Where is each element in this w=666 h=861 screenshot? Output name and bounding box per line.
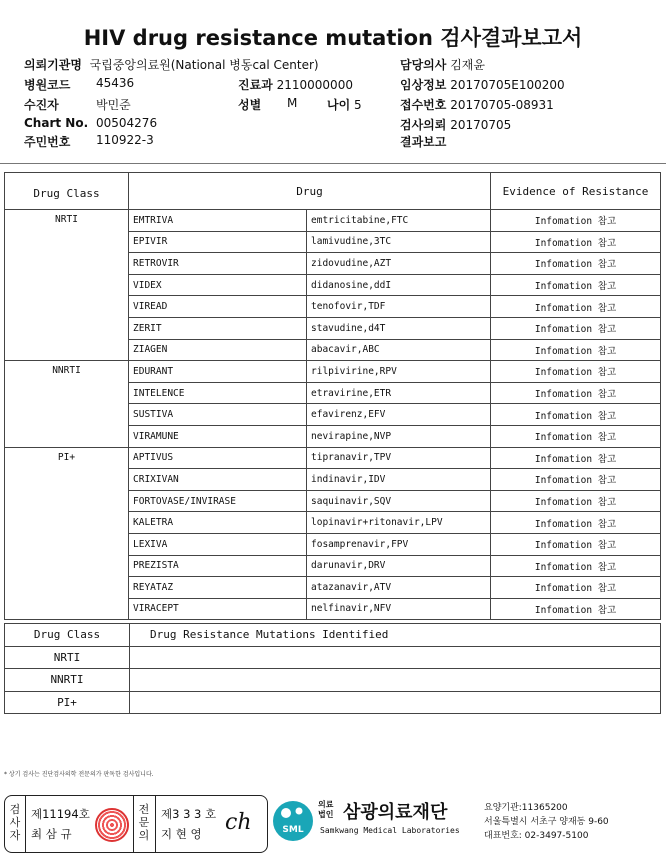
rrn-label: 주민번호	[24, 135, 71, 149]
clinical-value: 20170705E100200	[450, 78, 565, 92]
age-label: 나이	[327, 98, 351, 112]
drug-evidence-cell: Infomation 참고	[491, 512, 661, 534]
col-drug: Drug	[129, 173, 491, 210]
doctor-value: 김재윤	[450, 58, 485, 72]
report-label: 결과보고	[400, 135, 447, 149]
drug-generic-cell: tenofovir,TDF	[307, 296, 491, 318]
org-contact	[484, 801, 609, 843]
summary-header-class: Drug Class	[5, 624, 130, 647]
drug-brand-cell: EPIVIR	[129, 231, 307, 253]
drug-brand-cell: VIREAD	[129, 296, 307, 318]
drug-class-cell: NRTI	[5, 210, 129, 361]
drug-evidence-cell: Infomation 참고	[491, 533, 661, 555]
drug-row	[5, 361, 661, 383]
drug-evidence-cell: Infomation 참고	[491, 210, 661, 232]
drug-generic-cell: atazanavir,ATV	[307, 577, 491, 599]
drug-brand-cell: PREZISTA	[129, 555, 307, 577]
drug-brand-cell: LEXIVA	[129, 533, 307, 555]
drug-generic-cell: lopinavir+ritonavir,LPV	[307, 512, 491, 534]
drug-brand-cell: CRIXIVAN	[129, 469, 307, 491]
patient-label: 수진자	[24, 98, 59, 112]
drug-evidence-cell: Infomation 참고	[491, 274, 661, 296]
summary-row	[5, 646, 661, 669]
drug-generic-cell: abacavir,ABC	[307, 339, 491, 361]
drug-brand-cell: RETROVIR	[129, 253, 307, 275]
drug-brand-cell: INTELENCE	[129, 382, 307, 404]
drug-brand-cell: KALETRA	[129, 512, 307, 534]
drug-table-body	[5, 210, 661, 620]
seal-stamp	[95, 808, 129, 842]
drug-evidence-cell: Infomation 참고	[491, 490, 661, 512]
drug-brand-cell: SUSTIVA	[129, 404, 307, 426]
handwritten-signature: ch	[225, 810, 252, 835]
drug-brand-cell: VIRACEPT	[129, 598, 307, 620]
drug-evidence-cell: Infomation 참고	[491, 404, 661, 426]
drug-brand-cell: FORTOVASE/INVIRASE	[129, 490, 307, 512]
drug-evidence-cell: Infomation 참고	[491, 577, 661, 599]
examiner-name: 최 삼 규	[31, 827, 72, 841]
drug-brand-cell: ZERIT	[129, 317, 307, 339]
drug-table-header	[5, 173, 661, 210]
drug-brand-cell: REYATAZ	[129, 577, 307, 599]
col-drug-class: Drug Class	[5, 173, 129, 210]
examiner-license: 제11194호	[31, 807, 90, 821]
drug-generic-cell: nelfinavir,NFV	[307, 598, 491, 620]
header-divider	[0, 163, 666, 164]
col-evidence: Evidence of Resistance	[491, 173, 661, 210]
org-name: 삼광의료재단	[343, 802, 448, 823]
drug-evidence-cell: Infomation 참고	[491, 317, 661, 339]
age-value: 5	[354, 98, 362, 112]
drug-brand-cell: APTIVUS	[129, 447, 307, 469]
drug-generic-cell: saquinavir,SQV	[307, 490, 491, 512]
drug-generic-cell: efavirenz,EFV	[307, 404, 491, 426]
summary-mutations	[130, 691, 661, 714]
drug-evidence-cell: Infomation 참고	[491, 425, 661, 447]
specialist-label: 전문의	[138, 803, 150, 842]
org-address: 서울특별시 서초구 양재동 9-60	[484, 817, 609, 827]
report-title: HIV drug resistance mutation 검사결과보고서	[83, 26, 583, 50]
clinical-label: 임상정보	[400, 78, 447, 92]
request-label: 검사의뢰	[400, 118, 447, 132]
drug-evidence-cell: Infomation 참고	[491, 253, 661, 275]
drug-generic-cell: etravirine,ETR	[307, 382, 491, 404]
institution-label: 의뢰기관명	[24, 58, 82, 72]
sex-value: M	[287, 96, 298, 110]
chart-value: 00504276	[96, 116, 158, 130]
drug-table	[4, 172, 661, 620]
drug-generic-cell: stavudine,d4T	[307, 317, 491, 339]
mutation-summary-table	[4, 623, 661, 714]
drug-evidence-cell: Infomation 참고	[491, 469, 661, 491]
drug-generic-cell: rilpivirine,RPV	[307, 361, 491, 383]
drug-evidence-cell: Infomation 참고	[491, 231, 661, 253]
doctor-label: 담당의사	[400, 58, 447, 72]
rrn-value: 110922-3	[96, 133, 154, 147]
drug-generic-cell: zidovudine,AZT	[307, 253, 491, 275]
drug-evidence-cell: Infomation 참고	[491, 361, 661, 383]
logo-text: SML	[282, 825, 304, 835]
drug-evidence-cell: Infomation 참고	[491, 382, 661, 404]
summary-row	[5, 691, 661, 714]
drug-evidence-cell: Infomation 참고	[491, 447, 661, 469]
specialist-license: 제3 3 3 호	[161, 807, 217, 821]
drug-evidence-cell: Infomation 참고	[491, 555, 661, 577]
summary-mutations	[130, 646, 661, 669]
summary-header-mutations: Drug Resistance Mutations Identified	[130, 624, 661, 647]
dept-value: 2110000000	[276, 78, 353, 92]
chart-label: Chart No.	[24, 116, 89, 130]
drug-evidence-cell: Infomation 참고	[491, 339, 661, 361]
drug-generic-cell: fosamprenavir,FPV	[307, 533, 491, 555]
request-value: 20170705	[450, 118, 512, 132]
summary-class: PI+	[5, 691, 130, 714]
summary-class: NRTI	[5, 646, 130, 669]
patient-value: 박민준	[96, 98, 131, 112]
hospital-code-label: 병원코드	[24, 78, 71, 92]
footnote: * 상기 검사는 진단검사의학 전문의가 판독한 검사입니다.	[4, 771, 154, 778]
receipt-label: 접수번호	[400, 98, 447, 112]
drug-brand-cell: ZIAGEN	[129, 339, 307, 361]
drug-generic-cell: darunavir,DRV	[307, 555, 491, 577]
institution-value: 국립중앙의료원(National 병동cal Center)	[89, 58, 319, 72]
drug-evidence-cell: Infomation 참고	[491, 598, 661, 620]
summary-mutations	[130, 669, 661, 692]
drug-brand-cell: VIDEX	[129, 274, 307, 296]
drug-row	[5, 447, 661, 469]
drug-evidence-cell: Infomation 참고	[491, 296, 661, 318]
drug-row	[5, 210, 661, 232]
drug-generic-cell: nevirapine,NVP	[307, 425, 491, 447]
drug-generic-cell: didanosine,ddI	[307, 274, 491, 296]
dept-label: 진료과	[238, 78, 273, 92]
drug-brand-cell: EMTRIVA	[129, 210, 307, 232]
drug-generic-cell: indinavir,IDV	[307, 469, 491, 491]
org-type: 의료 법인	[318, 800, 334, 819]
summary-row	[5, 669, 661, 692]
drug-generic-cell: lamivudine,3TC	[307, 231, 491, 253]
org-english-name: Samkwang Medical Laboratories	[320, 826, 460, 835]
org-code: 요양기관:11365200	[484, 803, 568, 813]
drug-class-cell: PI+	[5, 447, 129, 620]
examiner-label: 검사자	[9, 803, 21, 842]
sex-label: 성별	[238, 98, 262, 112]
hospital-code-value: 45436	[96, 76, 135, 90]
specialist-name: 지 현 영	[161, 827, 202, 841]
drug-brand-cell: VIRAMUNE	[129, 425, 307, 447]
drug-generic-cell: tipranavir,TPV	[307, 447, 491, 469]
receipt-value: 20170705-08931	[450, 98, 554, 112]
drug-generic-cell: emtricitabine,FTC	[307, 210, 491, 232]
summary-class: NNRTI	[5, 669, 130, 692]
drug-brand-cell: EDURANT	[129, 361, 307, 383]
org-phone: 대표번호: 02-3497-5100	[484, 831, 589, 841]
drug-class-cell: NNRTI	[5, 361, 129, 447]
signature-box	[4, 795, 268, 853]
sml-logo-icon	[272, 800, 314, 842]
